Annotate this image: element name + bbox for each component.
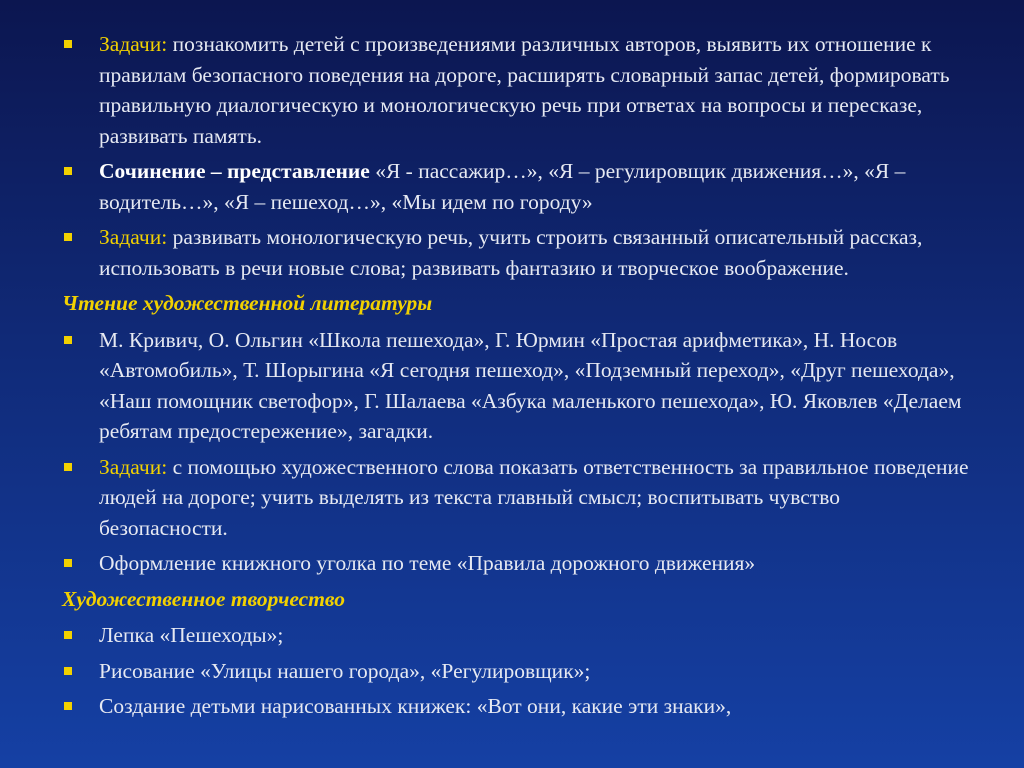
list-item-books xyxy=(62,325,972,447)
section-heading-reading: Чтение художественной литературы xyxy=(62,291,433,315)
composition-title: Сочинение – представление xyxy=(99,159,370,183)
tasks-label: Задачи: xyxy=(99,454,168,479)
bullet-icon xyxy=(64,336,72,344)
item-text: Создание детьми нарисованных книжек: «Вот они, какие эти знаки», xyxy=(99,694,732,718)
bullet-icon xyxy=(64,559,72,567)
list-item-tasks-3 xyxy=(62,452,972,544)
bullet-icon xyxy=(64,463,72,471)
item-text: с помощью художественного слова показать ответственность за правильное поведение людей на дороге; учить выделять из текста главный смысл; воспитывать чувство безопасности. xyxy=(99,454,969,540)
item-text: М. Кривич, О. Ольгин «Школа пешехода», Г. Юрмин «Простая арифметика», Н. Носов «Автомобиль», Т. Шорыгина «Я сегодня пешеход», «Подземный переход», «Друг пешехода», «Наш помощник светофор», Г. Шалаева «Азбука маленького пешехода», Ю. Яковлев «Делаем ребятам предостережение», загадки. xyxy=(99,327,962,443)
item-text: познакомить детей с произведениями различных авторов, выявить их отношение к правилам безопасного поведения на дороге, расширять словарный запас детей, формировать правильную диалогическую и монологическую речь при ответах на вопросы и пересказе, развивать память. xyxy=(99,32,950,148)
list-item-tasks-1 xyxy=(62,29,972,151)
bullet-icon xyxy=(64,631,72,639)
list-item-books-creation xyxy=(62,691,972,722)
bullet-icon xyxy=(64,40,72,48)
item-text: Лепка «Пешеходы»; xyxy=(99,623,284,647)
list-item-modeling xyxy=(62,620,972,651)
bullet-icon xyxy=(64,702,72,710)
list-item-book-corner xyxy=(62,548,972,579)
section-heading-art: Художественное творчество xyxy=(62,586,345,611)
list-item-composition xyxy=(62,156,972,217)
list-item-tasks-2 xyxy=(62,222,972,283)
bullet-icon xyxy=(64,167,72,175)
item-text: Оформление книжного уголка по теме «Правила дорожного движения» xyxy=(99,551,756,575)
item-text: «Я - пассажир…», «Я – регулировщик движения…», «Я – водитель…», «Я – пешеход…», «Мы идем по городу» xyxy=(99,159,906,214)
bullet-icon xyxy=(64,667,72,675)
tasks-label: Задачи: xyxy=(99,225,168,249)
item-text: Рисование «Улицы нашего города», «Регулировщик»; xyxy=(99,658,591,683)
slide-content xyxy=(62,29,972,727)
item-text: развивать монологическую речь, учить строить связанный описательный рассказ, использовать в речи новые слова; развивать фантазию и творческое воображение. xyxy=(99,225,923,280)
list-item-drawing xyxy=(62,656,972,687)
tasks-label: Задачи: xyxy=(99,32,168,56)
bullet-icon xyxy=(64,233,72,241)
